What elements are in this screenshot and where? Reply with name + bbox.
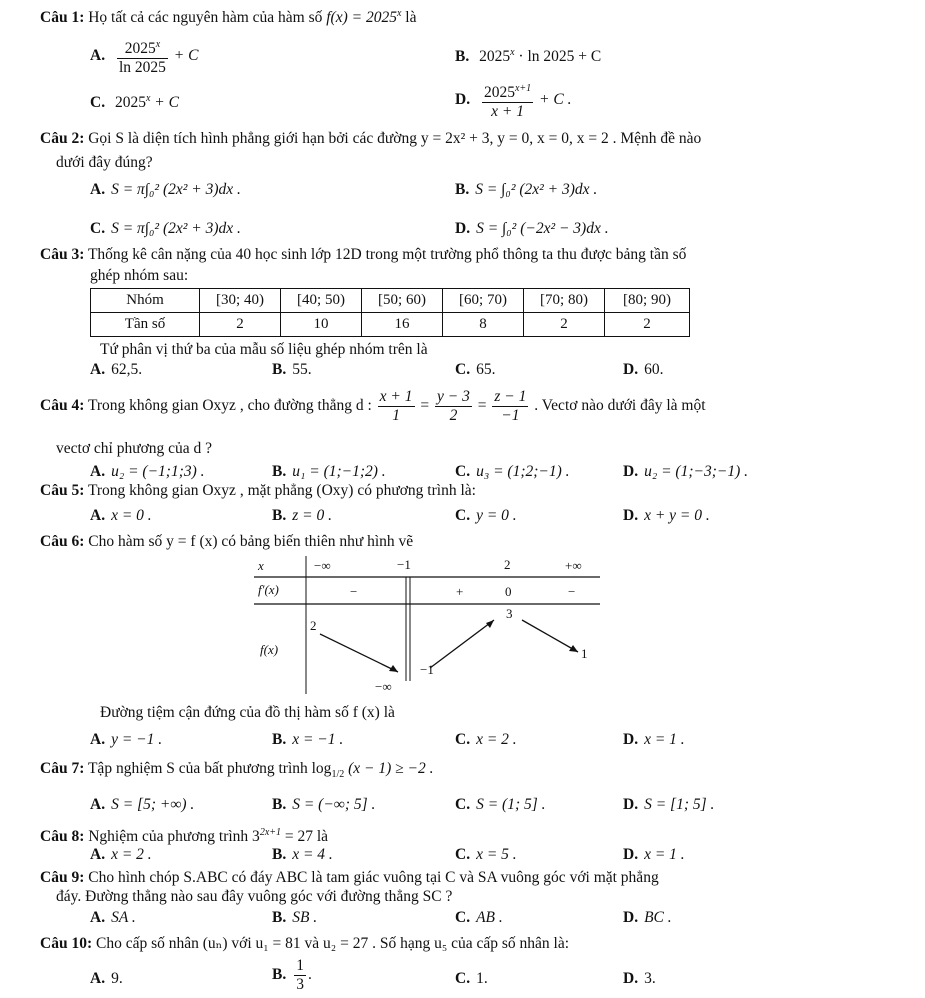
table-cell: [60; 70)	[443, 289, 524, 313]
question-text: Cho hình chóp S.ABC có đáy ABC là tam giác vuông tại C và SA vuông góc với mặt phẳng	[88, 869, 659, 886]
table-row	[91, 313, 690, 337]
option-letter: D.	[623, 796, 639, 813]
q8-option-c[interactable]	[455, 846, 517, 864]
question-label: Câu 6:	[40, 533, 85, 550]
table-cell: [30; 40)	[200, 289, 281, 313]
q4-option-a[interactable]	[90, 463, 205, 481]
option-letter: C.	[90, 94, 106, 112]
question-3-line-3: Tứ phân vị thứ ba của mẫu số liệu ghép nhóm trên là	[100, 341, 428, 358]
fraction: $\frac{y - 3}{2}$	[437, 388, 470, 424]
q5-option-a[interactable]	[90, 507, 152, 525]
option-text: x = 0 .	[111, 507, 152, 524]
question-4-line-2: vectơ chỉ phương của d ?	[56, 440, 213, 457]
option-text: 55.	[292, 361, 312, 378]
option-text: u₂ = (1;−3;−1) .	[644, 463, 748, 480]
option-letter: D.	[455, 220, 471, 237]
q2-option-d[interactable]	[455, 220, 609, 238]
question-2-line-2: dưới đây đúng?	[56, 154, 153, 171]
option-text: x = 5 .	[476, 846, 517, 863]
q1-option-d[interactable]	[455, 80, 571, 121]
option-letter: A.	[90, 47, 106, 65]
q2-option-c[interactable]	[90, 220, 241, 238]
q7-option-a[interactable]	[90, 796, 194, 814]
function-value: −1	[420, 662, 434, 677]
question-1	[40, 8, 416, 27]
option-text: x = 2 .	[111, 846, 152, 863]
function-value: −∞	[375, 679, 392, 694]
q1-option-c[interactable]	[90, 93, 179, 112]
q6-option-b[interactable]	[272, 731, 343, 749]
x-value: −∞	[314, 558, 331, 573]
option-text: 2025	[479, 48, 511, 66]
option-letter: A.	[90, 361, 106, 378]
question-label: Câu 3:	[40, 246, 85, 263]
option-text: AB .	[476, 909, 503, 926]
q5-option-c[interactable]	[455, 507, 517, 525]
option-text: u₃ = (1;2;−1) .	[476, 463, 570, 480]
derivative-sign: −	[568, 584, 576, 599]
option-letter: D.	[623, 846, 639, 863]
option-text: 1.	[476, 970, 488, 987]
decreasing-arrow	[320, 634, 398, 672]
q8-option-b[interactable]	[272, 846, 333, 864]
question-text: Cho cấp số nhân (uₙ) với u₁ = 81 và u₂ = 27 . Số hạng u₅ của cấp số nhân là:	[95, 935, 570, 952]
question-label: Câu 8:	[40, 828, 85, 846]
q8-option-d[interactable]	[623, 846, 685, 864]
option-letter: A.	[90, 796, 106, 813]
q7-option-c[interactable]	[455, 796, 546, 814]
exponent: 2x+1	[259, 827, 281, 838]
question-8	[40, 827, 328, 846]
q3-option-a[interactable]	[90, 361, 142, 379]
option-letter: C.	[455, 507, 471, 524]
option-letter: B.	[272, 966, 287, 984]
q9-option-d[interactable]	[623, 909, 672, 927]
option-text: + C .	[539, 91, 572, 109]
q5-option-b[interactable]	[272, 507, 332, 525]
function-label: f(x)	[260, 642, 279, 657]
option-text: x = −1 .	[292, 731, 344, 748]
option-letter: D.	[455, 91, 471, 109]
q5-option-d[interactable]	[623, 507, 710, 525]
option-letter: C.	[455, 731, 471, 748]
x-label: x	[258, 558, 264, 573]
variation-table	[254, 556, 600, 694]
option-text: S = [1; 5] .	[644, 796, 715, 813]
option-letter: D.	[623, 507, 639, 524]
q8-option-a[interactable]	[90, 846, 152, 864]
question-label: Câu 9:	[40, 869, 85, 886]
table-cell: [80; 90)	[605, 289, 690, 313]
table-cell: 10	[281, 313, 362, 337]
option-text: z = 0 .	[292, 507, 332, 524]
option-text: + C	[173, 47, 199, 65]
question-label: Câu 4:	[40, 397, 85, 415]
option-letter: A.	[90, 909, 106, 926]
table-cell: [40; 50)	[281, 289, 362, 313]
option-letter: A.	[90, 970, 106, 987]
x-value: −1	[397, 557, 411, 572]
question-text-end: . Vectơ nào dưới đây là một	[534, 397, 706, 415]
option-text: BC .	[644, 909, 672, 926]
option-text: u₁ = (1;−1;2) .	[292, 463, 386, 480]
derivative-sign: +	[456, 584, 464, 599]
q6-option-d[interactable]	[623, 731, 685, 749]
option-text: S = (−∞; 5] .	[292, 796, 376, 813]
option-letter: B.	[272, 361, 287, 378]
option-text: SB .	[292, 909, 318, 926]
question-9	[40, 869, 659, 887]
log-base: 1/2	[331, 769, 345, 781]
option-letter: C.	[455, 846, 471, 863]
q10-option-b[interactable]	[272, 957, 312, 994]
option-text: S = ∫₀² (2x² + 3)dx .	[475, 181, 598, 198]
question-7	[40, 760, 433, 780]
question-text: Trong không gian Oxyz , mặt phẳng (Oxy) có phương trình là:	[87, 482, 476, 499]
question-6-line-2: Đường tiệm cận đứng của đồ thị hàm số f (x) là	[100, 704, 395, 721]
fraction: $\frac{1}{3}$	[296, 957, 304, 993]
table-cell: 16	[362, 313, 443, 337]
table-cell: [70; 80)	[524, 289, 605, 313]
option-letter: B.	[272, 463, 287, 480]
question-label: Câu 5:	[40, 482, 85, 499]
q1-option-b[interactable]	[455, 47, 601, 66]
option-letter: D.	[623, 361, 639, 378]
table-cell: 2	[200, 313, 281, 337]
option-text: S = π∫₀² (2x² + 3)dx .	[111, 220, 241, 237]
fraction: $\frac{x + 1}{1}$	[379, 388, 413, 424]
option-letter: B.	[272, 909, 287, 926]
option-letter: B.	[272, 731, 287, 748]
question-2	[40, 130, 701, 148]
option-tail: .	[307, 966, 312, 984]
q10-option-c[interactable]	[455, 970, 488, 988]
option-text: 65.	[476, 361, 496, 378]
option-letter: A.	[90, 731, 106, 748]
question-text: Trong không gian Oxyz , cho đường thẳng d :	[87, 397, 372, 415]
question-label: Câu 2:	[40, 130, 85, 147]
function-value: 3	[506, 606, 513, 621]
q9-option-b[interactable]	[272, 909, 317, 927]
fraction: $\frac{2025^x}{\ln 2025}$	[117, 36, 168, 77]
derivative-sign: −	[350, 584, 358, 599]
option-text: S = π∫₀² (2x² + 3)dx .	[111, 181, 241, 198]
option-exponent: x	[145, 93, 151, 104]
option-text: 3.	[644, 970, 656, 987]
option-text: 9.	[111, 970, 123, 987]
q9-option-a[interactable]	[90, 909, 136, 927]
derivative-zero: 0	[505, 584, 512, 599]
table-cell: 8	[443, 313, 524, 337]
option-letter: B.	[455, 181, 470, 198]
option-text: S = (1; 5] .	[476, 796, 546, 813]
question-label: Câu 1:	[40, 9, 85, 27]
question-6	[40, 533, 413, 551]
table-header: Tần số	[91, 313, 200, 337]
fraction: $\frac{z - 1}{-1}$	[494, 388, 527, 424]
function-value: 1	[581, 646, 588, 661]
q3-option-d[interactable]	[623, 361, 663, 379]
x-value: 2	[504, 557, 511, 572]
table-cell: 2	[524, 313, 605, 337]
q7-option-b[interactable]	[272, 796, 375, 814]
option-tail: · ln 2025 + C	[518, 48, 602, 66]
q10-option-a[interactable]	[90, 970, 123, 988]
option-letter: C.	[90, 220, 106, 237]
fraction: $\frac{2025^{x+1}}{x + 1}$	[482, 80, 533, 121]
option-text: x = 4 .	[292, 846, 333, 863]
arrow-head	[486, 620, 494, 628]
q9-option-c[interactable]	[455, 909, 503, 927]
option-letter: C.	[455, 463, 471, 480]
option-text: u₂ = (−1;1;3) .	[111, 463, 205, 480]
q10-option-d[interactable]	[623, 970, 656, 988]
question-text: Tập nghiệm S của bất phương trình log	[87, 760, 332, 777]
option-text: SA .	[111, 909, 136, 926]
option-letter: A.	[90, 181, 106, 198]
option-text: y = −1 .	[111, 731, 163, 748]
option-letter: D.	[623, 909, 639, 926]
q4-option-b[interactable]	[272, 463, 386, 481]
q6-option-c[interactable]	[455, 731, 517, 749]
q7-option-d[interactable]	[623, 796, 714, 814]
option-letter: C.	[455, 909, 471, 926]
decreasing-arrow	[522, 620, 578, 652]
option-letter: D.	[623, 463, 639, 480]
option-letter: B.	[455, 48, 470, 66]
question-text: Gọi S là diện tích hình phẳng giới hạn bởi các đường y = 2x² + 3, y = 0, x = 0, x = 2 . Mệnh đề nào	[88, 130, 702, 147]
option-exponent: x	[510, 47, 515, 58]
option-text: 62,5.	[111, 361, 143, 378]
option-text: 2025	[114, 94, 146, 112]
question-text: Họ tất cả các nguyên hàm của hàm số	[88, 9, 323, 27]
option-tail: + C	[154, 94, 179, 112]
function-expression: f(x) = 2025	[326, 9, 397, 27]
question-4: Câu 4: Trong không gian Oxyz , cho đường thẳng d : $\frac{x + 1}{1}$ = $\frac{y - 3}{2}$ = $\frac{z - 1}{-1}$ . Vectơ nào dưới đây là một	[40, 388, 706, 424]
question-5	[40, 482, 476, 500]
question-10	[40, 934, 569, 953]
question-text-end: là	[405, 9, 417, 27]
option-letter: C.	[455, 970, 471, 987]
function-value: 2	[310, 618, 317, 633]
q1-option-a[interactable]	[90, 36, 198, 77]
question-label: Câu 10:	[40, 935, 93, 952]
option-letter: C.	[455, 796, 471, 813]
option-text: x + y = 0 .	[644, 507, 710, 524]
option-text: 60.	[644, 361, 664, 378]
q6-option-a[interactable]	[90, 731, 162, 749]
option-letter: A.	[90, 463, 106, 480]
question-text: Nghiệm của phương trình 3	[88, 828, 260, 846]
question-label: Câu 7:	[40, 760, 85, 777]
question-text: Cho hàm số y = f (x) có bảng biến thiên như hình vẽ	[88, 533, 414, 550]
x-value: +∞	[565, 558, 582, 573]
option-letter: B.	[272, 507, 287, 524]
q3-option-c[interactable]	[455, 361, 495, 379]
option-letter: C.	[455, 361, 471, 378]
question-text-end: (x − 1) ≥ −2 .	[348, 760, 434, 777]
table-header: Nhóm	[91, 289, 200, 313]
option-letter: B.	[272, 796, 287, 813]
question-3-line-2: ghép nhóm sau:	[90, 267, 189, 284]
arrow-head	[569, 645, 578, 652]
option-text: y = 0 .	[476, 507, 517, 524]
table-cell: 2	[605, 313, 690, 337]
q3-option-b[interactable]	[272, 361, 312, 379]
q2-option-b[interactable]	[455, 181, 597, 199]
question-3	[40, 246, 686, 264]
table-cell: [50; 60)	[362, 289, 443, 313]
option-text: x = 1 .	[644, 731, 685, 748]
option-text: x = 1 .	[644, 846, 685, 863]
option-letter: A.	[90, 507, 106, 524]
derivative-label: f′(x)	[258, 582, 279, 597]
q4-option-c[interactable]	[455, 463, 570, 481]
option-text: x = 2 .	[476, 731, 517, 748]
option-letter: D.	[623, 970, 639, 987]
option-text: S = [5; +∞) .	[111, 796, 195, 813]
q2-option-a[interactable]	[90, 181, 241, 199]
question-9-line-2: đáy. Đường thẳng nào sau đây vuông góc với đường thẳng SC ?	[56, 888, 453, 905]
option-text: S = ∫₀² (−2x² − 3)dx .	[476, 220, 609, 237]
frequency-table	[90, 288, 690, 337]
option-letter: A.	[90, 846, 106, 863]
question-text: Thống kê cân nặng của 40 học sinh lớp 12D trong một trường phổ thông ta thu được bảng tần số	[87, 246, 687, 263]
q4-option-d[interactable]	[623, 463, 748, 481]
table-row	[91, 289, 690, 313]
option-letter: D.	[623, 731, 639, 748]
question-text-end: = 27 là	[284, 828, 329, 846]
increasing-arrow	[430, 620, 494, 668]
function-exponent: x	[396, 8, 402, 19]
option-letter: B.	[272, 846, 287, 863]
